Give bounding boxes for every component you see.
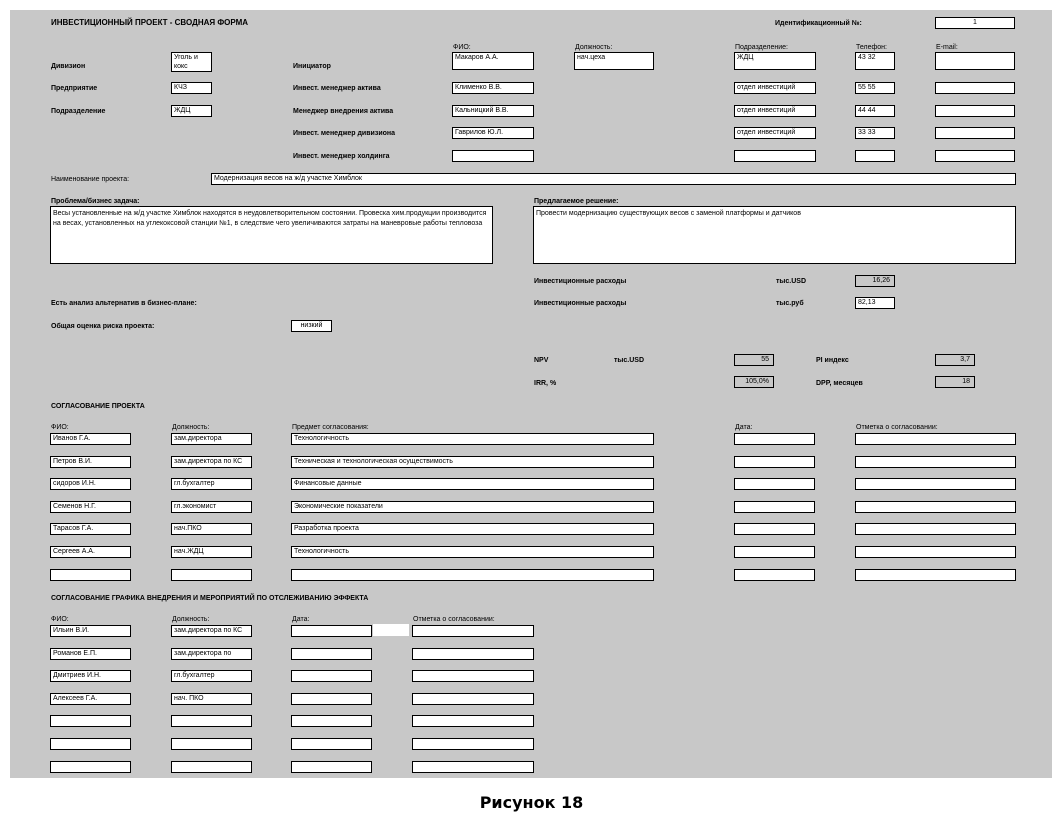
approval-date-field[interactable] (734, 546, 815, 558)
approval-mark-field[interactable] (855, 523, 1016, 535)
approval-date-field[interactable] (734, 501, 815, 513)
schedule-mark-field[interactable] (412, 693, 534, 705)
manager-email[interactable] (935, 105, 1015, 117)
schedule-date-field[interactable] (291, 625, 372, 637)
schedule-date-field[interactable] (291, 693, 372, 705)
schedule-mark-field[interactable] (412, 648, 534, 660)
header-fio: ФИО: (453, 44, 471, 51)
approval-position-field[interactable]: нач.ПКО (171, 523, 252, 535)
schedule-col-position: Должность: (172, 616, 210, 623)
approval-position-field[interactable]: гл.бухгалтер (171, 478, 252, 490)
approval-mark-field[interactable] (855, 456, 1016, 468)
schedule-title: СОГЛАСОВАНИЕ ГРАФИКА ВНЕДРЕНИЯ И МЕРОПРИЯТИЙ ПО ОТСЛЕЖИВАНИЮ ЭФФЕКТА (51, 595, 369, 602)
project-name-label: Наименование проекта: (51, 176, 130, 183)
approval-subject-field[interactable] (291, 569, 654, 581)
manager-fio[interactable]: Гаврилов Ю.Л. (452, 127, 534, 139)
approval-position-field[interactable]: зам.директора (171, 433, 252, 445)
schedule-fio-field[interactable] (50, 761, 131, 773)
schedule-position-field[interactable]: зам.директора по (171, 648, 252, 660)
schedule-mark-field[interactable] (412, 625, 534, 637)
schedule-mark-field[interactable] (412, 670, 534, 682)
problem-textarea[interactable]: Весы установленные на ж/д участке Химблок находятся в неудовлетворительном состоянии. Провеска хим.продукции производится на весах, установленных на углекоксовой станции №1, в следствие чего увеличиваются затраты на маневровые работы тепловоза (50, 206, 493, 264)
manager-fio[interactable]: Клименко В.В. (452, 82, 534, 94)
capex-usd-field[interactable]: 16,26 (855, 275, 895, 287)
dpp-label: DPP, месяцев (816, 380, 863, 387)
schedule-fio-field[interactable] (50, 715, 131, 727)
approval-col-subject: Предмет согласования: (292, 424, 369, 431)
approval-mark-field[interactable] (855, 569, 1016, 581)
manager-email[interactable] (935, 150, 1015, 162)
approval-subject-field[interactable]: Технологичность (291, 546, 654, 558)
enterprise-label: Предприятие (51, 85, 98, 92)
capex-rub-field[interactable]: 82,13 (855, 297, 895, 309)
approval-fio-field[interactable]: Иванов Г.А. (50, 433, 131, 445)
schedule-date-field[interactable] (291, 648, 372, 660)
irr-field[interactable]: 105,0% (734, 376, 774, 388)
header-email: E-mail: (936, 44, 958, 51)
role-label: Инвест. менеджер актива (293, 85, 381, 92)
id-label: Идентификационный №: (775, 20, 862, 27)
role-label: Инвест. менеджер холдинга (293, 153, 390, 160)
schedule-col-mark: Отметка о согласовании: (413, 616, 495, 623)
initiator-phone[interactable]: 43 32 (855, 52, 895, 70)
approval-date-field[interactable] (734, 478, 815, 490)
header-position: Должность: (575, 44, 613, 51)
approval-position-field[interactable] (171, 569, 252, 581)
id-field[interactable]: 1 (935, 17, 1015, 29)
npv-label: NPV (534, 357, 549, 364)
manager-email[interactable] (935, 82, 1015, 94)
approval-fio-field[interactable]: Тарасов Г.А. (50, 523, 131, 535)
dpp-field[interactable]: 18 (935, 376, 975, 388)
manager-phone[interactable]: 55 55 (855, 82, 895, 94)
initiator-department[interactable]: ЖДЦ (734, 52, 816, 70)
npv-unit: тыс.USD (614, 357, 645, 364)
approval-mark-field[interactable] (855, 478, 1016, 490)
approval-date-field[interactable] (734, 456, 815, 468)
risk-field[interactable]: низкий (291, 320, 332, 332)
project-name-field[interactable]: Модернизация весов на ж/д участке Химблок (211, 173, 1016, 185)
approval-col-fio: ФИО: (51, 424, 69, 431)
initiator-fio[interactable]: Макаров А.А. (452, 52, 534, 70)
manager-department[interactable]: отдел инвестиций (734, 82, 816, 94)
schedule-fio-field[interactable]: Ильин В.И. (50, 625, 131, 637)
schedule-fio-field[interactable]: Алексеев Г.А. (50, 693, 131, 705)
approval-col-mark: Отметка о согласовании: (856, 424, 938, 431)
initiator-email[interactable] (935, 52, 1015, 70)
white-cell (373, 624, 409, 636)
solution-label: Предлагаемое решение: (534, 198, 619, 205)
figure-caption: Рисунок 18 (479, 793, 584, 812)
approval-title: СОГЛАСОВАНИЕ ПРОЕКТА (51, 403, 145, 410)
approval-mark-field[interactable] (855, 433, 1016, 445)
approval-mark-field[interactable] (855, 546, 1016, 558)
approval-fio-field[interactable]: сидоров И.Н. (50, 478, 131, 490)
approval-fio-field[interactable]: Петров В.И. (50, 456, 131, 468)
approval-subject-field[interactable]: Финансовые данные (291, 478, 654, 490)
approval-subject-field[interactable]: Экономические показатели (291, 501, 654, 513)
approval-fio-field[interactable] (50, 569, 131, 581)
manager-fio[interactable] (452, 150, 534, 162)
schedule-col-date: Дата: (292, 616, 310, 623)
risk-label: Общая оценка риска проекта: (51, 323, 155, 330)
approval-fio-field[interactable]: Семенов Н.Г. (50, 501, 131, 513)
manager-email[interactable] (935, 127, 1015, 139)
form-sheet (10, 10, 1052, 778)
manager-phone[interactable]: 33 33 (855, 127, 895, 139)
schedule-mark-field[interactable] (412, 738, 534, 750)
pi-field[interactable]: 3,7 (935, 354, 975, 366)
header-phone: Телефон: (856, 44, 887, 51)
npv-field[interactable]: 55 (734, 354, 774, 366)
department-field[interactable]: ЖДЦ (171, 105, 212, 117)
schedule-date-field[interactable] (291, 761, 372, 773)
capex-usd-unit: тыс.USD (776, 278, 807, 285)
schedule-date-field[interactable] (291, 738, 372, 750)
role-label: Менеджер внедрения актива (293, 108, 394, 115)
approval-mark-field[interactable] (855, 501, 1016, 513)
alternatives-label: Есть анализ альтернатив в бизнес-плане: (51, 300, 197, 307)
division-label: Дивизион (51, 63, 86, 70)
capex-rub-unit: тыс.руб (776, 300, 804, 307)
schedule-position-field[interactable]: нач. ПКО (171, 693, 252, 705)
schedule-mark-field[interactable] (412, 761, 534, 773)
manager-fio[interactable]: Кальницкий В.В. (452, 105, 534, 117)
schedule-position-field[interactable]: гл.бухгалтер (171, 670, 252, 682)
initiator-label: Инициатор (293, 63, 331, 70)
schedule-date-field[interactable] (291, 715, 372, 727)
approval-position-field[interactable]: зам.директора по КС (171, 456, 252, 468)
schedule-date-field[interactable] (291, 670, 372, 682)
problem-label: Проблема/бизнес задача: (51, 198, 140, 205)
solution-textarea[interactable]: Провести модернизацию существующих весов с заменой платформы и датчиков (533, 206, 1016, 264)
schedule-position-field[interactable] (171, 738, 252, 750)
manager-department[interactable]: отдел инвестиций (734, 105, 816, 117)
approval-date-field[interactable] (734, 569, 815, 581)
enterprise-field[interactable]: КЧЗ (171, 82, 212, 94)
manager-phone[interactable]: 44 44 (855, 105, 895, 117)
approval-col-position: Должность: (172, 424, 210, 431)
schedule-col-fio: ФИО: (51, 616, 69, 623)
schedule-fio-field[interactable]: Романов Е.П. (50, 648, 131, 660)
approval-date-field[interactable] (734, 433, 815, 445)
manager-department[interactable]: отдел инвестиций (734, 127, 816, 139)
schedule-position-field[interactable]: зам.директора по КС (171, 625, 252, 637)
approval-col-date: Дата: (735, 424, 753, 431)
capex-rub-label: Инвестиционные расходы (534, 300, 627, 307)
division-field[interactable]: Уголь и кокс (171, 52, 212, 72)
department-label: Подразделение (51, 108, 106, 115)
approval-subject-field[interactable]: Технологичность (291, 433, 654, 445)
approval-date-field[interactable] (734, 523, 815, 535)
schedule-position-field[interactable] (171, 715, 252, 727)
schedule-mark-field[interactable] (412, 715, 534, 727)
header-department: Подразделение: (735, 44, 788, 51)
approval-subject-field[interactable]: Разработка проекта (291, 523, 654, 535)
form-title: ИНВЕСТИЦИОННЫЙ ПРОЕКТ - СВОДНАЯ ФОРМА (51, 18, 249, 27)
manager-phone[interactable] (855, 150, 895, 162)
approval-position-field[interactable]: гл.экономист (171, 501, 252, 513)
schedule-fio-field[interactable] (50, 738, 131, 750)
capex-usd-label: Инвестиционные расходы (534, 278, 627, 285)
initiator-position[interactable]: нач.цеха (574, 52, 654, 70)
pi-label: PI индекс (816, 357, 849, 364)
approval-fio-field[interactable]: Сергеев А.А. (50, 546, 131, 558)
role-label: Инвест. менеджер дивизиона (293, 130, 396, 137)
schedule-fio-field[interactable]: Дмитриев И.Н. (50, 670, 131, 682)
approval-subject-field[interactable]: Техническая и технологическая осуществимость (291, 456, 654, 468)
schedule-position-field[interactable] (171, 761, 252, 773)
irr-label: IRR, % (534, 380, 557, 387)
manager-department[interactable] (734, 150, 816, 162)
approval-position-field[interactable]: нач.ЖДЦ (171, 546, 252, 558)
